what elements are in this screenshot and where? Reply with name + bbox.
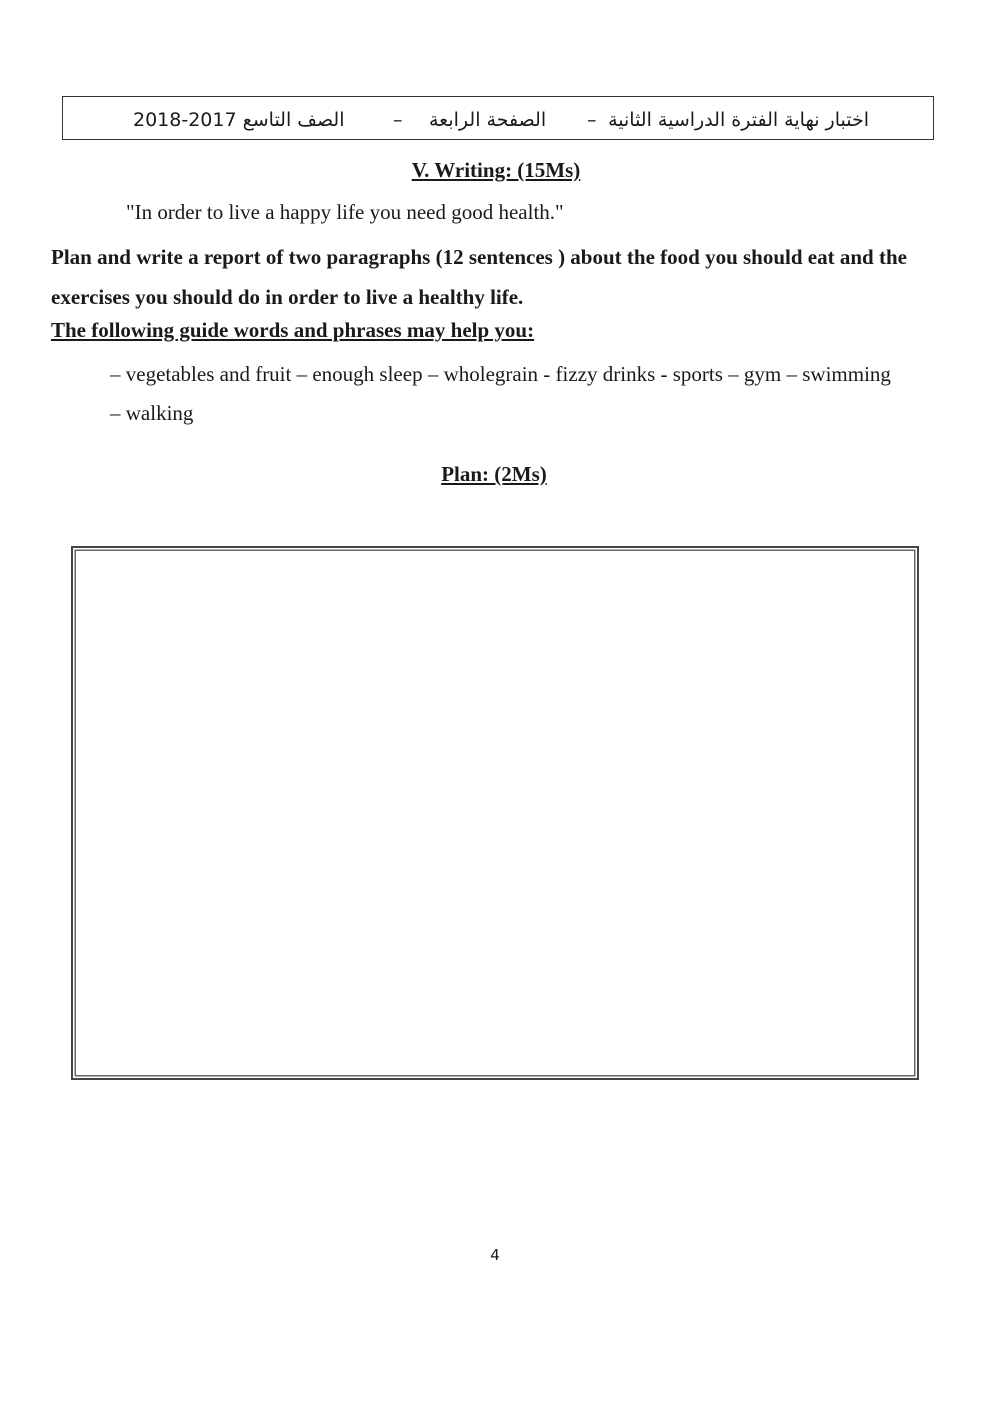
header-page-label: الصفحة الرابعة bbox=[429, 109, 547, 131]
guide-words-list: – vegetables and fruit – enough sleep – wholegrain - fizzy drinks - sports – gym – swimming – walking bbox=[110, 362, 891, 425]
plan-heading: Plan: (2Ms) bbox=[441, 462, 547, 486]
guide-words-heading: The following guide words and phrases may help you: bbox=[51, 318, 535, 342]
page-number: 4 bbox=[490, 1246, 500, 1264]
task-instructions: Plan and write a report of two paragraphs (12 sentences ) about the food you should eat and the exercises you should do in order to live a healthy life. bbox=[51, 245, 907, 309]
prompt-quote: "In order to live a happy life you need good health." bbox=[126, 200, 564, 224]
header-separator: – bbox=[393, 109, 403, 131]
header-grade-year: الصف التاسع 2017-2018 bbox=[133, 109, 345, 131]
section-title: V. Writing: (15Ms) bbox=[411, 158, 581, 182]
plan-answer-box[interactable] bbox=[71, 546, 919, 1080]
header-exam-title: اختبار نهاية الفترة الدراسية الثانية bbox=[608, 109, 869, 131]
exam-header bbox=[62, 96, 934, 140]
header-separator: – bbox=[587, 109, 597, 131]
